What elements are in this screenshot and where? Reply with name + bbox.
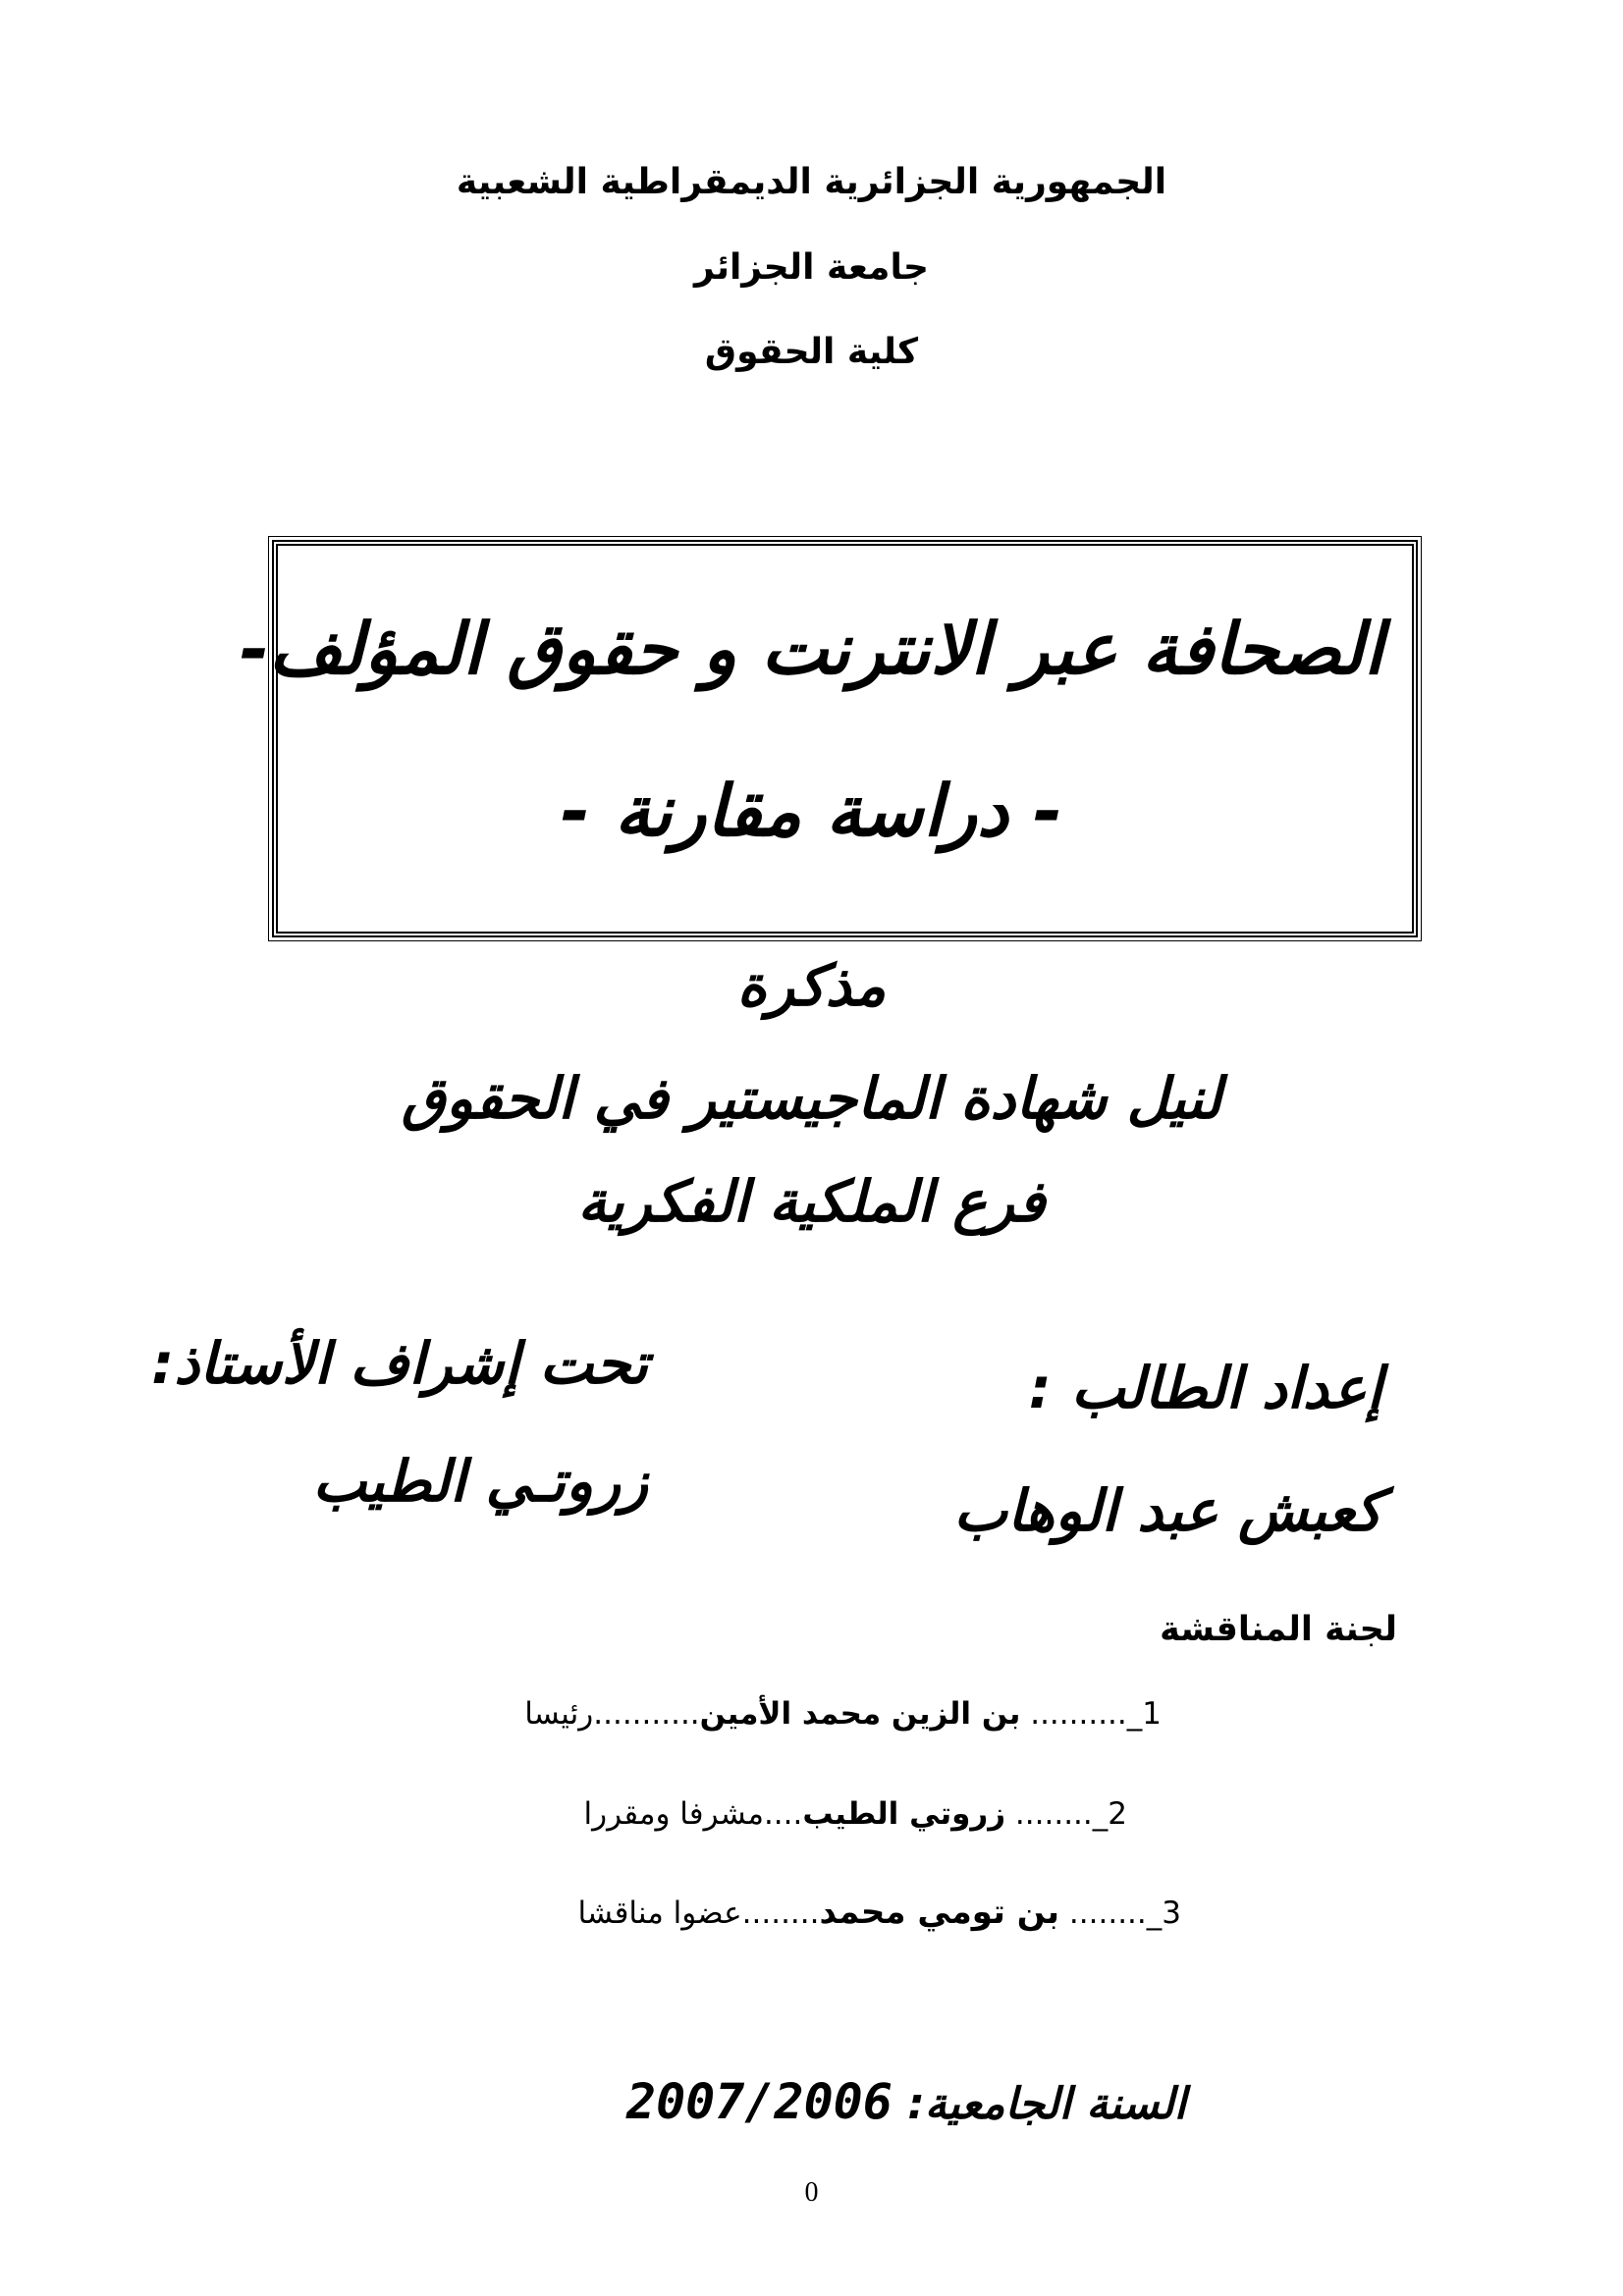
thesis-title-line1: الصحافة عبر الانترنت و حقوق المؤلف- [240, 608, 1383, 690]
supervisor-label: تحت إشراف الأستاذ: [151, 1330, 648, 1397]
member-dots-before: .......... [1030, 1696, 1127, 1732]
memo-branch: فرع الملكية الفكرية [577, 1168, 1046, 1235]
member-dots-after: ........... [593, 1696, 700, 1732]
member-role: عضوا مناقشا [577, 1896, 742, 1931]
thesis-title-line2: - دراسة مقارنة - [560, 770, 1063, 852]
academic-year [626, 2073, 1186, 2130]
member-number: 1_ [1126, 1696, 1162, 1732]
member-dots-before: ........ [1014, 1796, 1093, 1832]
title-box [272, 540, 1418, 937]
header-faculty: كلية الحقوق [704, 332, 919, 372]
page-number: 0 [804, 2177, 819, 2208]
member-name: بن الزين محمد الأمين [699, 1696, 1021, 1732]
committee-title: لجنة المناقشة [1160, 1610, 1397, 1649]
supervisor-name: زروتـي الطيب [312, 1448, 648, 1515]
member-name: بن تومي محمد [819, 1893, 1060, 1932]
member-dots-after: .... [763, 1796, 803, 1832]
member-role: رئيسا [524, 1696, 594, 1732]
memo-label: مذكرة [736, 952, 887, 1019]
academic-year-value: 2007/2006 [625, 2073, 893, 2130]
committee-member-1 [524, 1696, 1162, 1732]
header-republic: الجمهورية الجزائرية الديمقراطية الشعبية [456, 162, 1167, 202]
member-role: مشرفا ومقررا [583, 1796, 764, 1832]
member-name: زروتي الطيب [802, 1796, 1006, 1832]
committee-member-2 [584, 1796, 1128, 1832]
memo-degree: لنيل شهادة الماجيستير في الحقوق [401, 1065, 1222, 1132]
committee-member-3 [577, 1893, 1181, 1932]
student-label: إعداد الطالب : [1028, 1355, 1382, 1421]
member-number: 2_ [1092, 1796, 1127, 1832]
member-dots-after: ........ [741, 1896, 820, 1931]
academic-year-label: السنة الجامعية: [907, 2079, 1186, 2129]
header-university: جامعة الجزائر [694, 247, 929, 288]
member-number: 3_ [1146, 1896, 1181, 1931]
student-name: كعبش عبد الوهاب [953, 1477, 1382, 1544]
member-dots-before: ........ [1068, 1896, 1147, 1931]
